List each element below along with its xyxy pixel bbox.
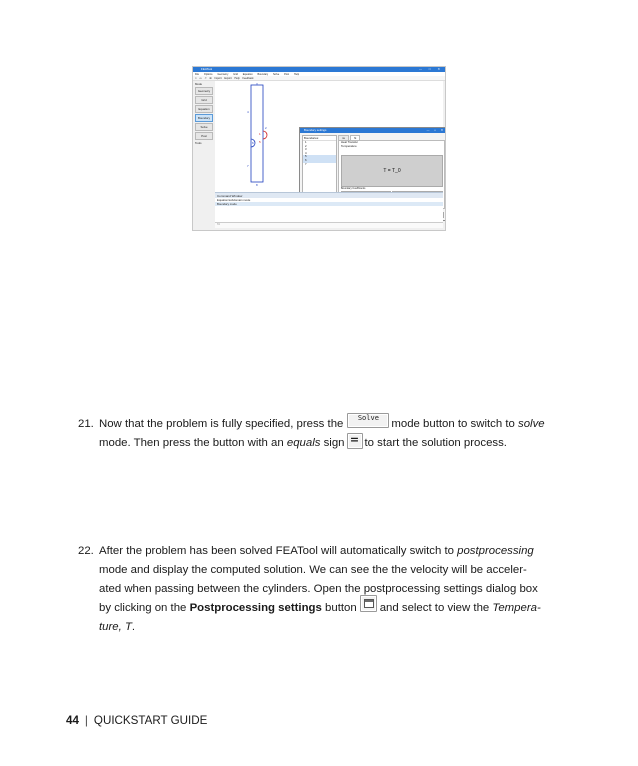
boundary-list-item: 6 (303, 159, 336, 163)
menu-item: File (195, 73, 200, 76)
boundary-list-item: 3 (305, 147, 307, 152)
step-21-text-3: mode. Then press the button with an (99, 437, 284, 449)
postprocessing-settings-icon (360, 595, 377, 612)
step-22-text-6: and select to view the (379, 602, 490, 614)
boundary-number: 3 (256, 82, 258, 86)
toolbar-item: ▭ (199, 77, 202, 80)
boundary-list-item: 4 (305, 150, 307, 155)
boundary-number: 5 (259, 140, 261, 144)
step-22-text-2: mode and display the computed solution. We can see the the velocity will be acceler- (99, 564, 527, 576)
mode-panel (194, 82, 214, 146)
step-22-text-5: button (325, 602, 357, 614)
boundary-list-item: 7 (305, 161, 307, 166)
step-21-text-1: Now that the problem is fully specified, press the (99, 418, 344, 430)
mode-button-boundary: Boundary (195, 114, 213, 122)
step-22-text-1: After the problem has been solved FEATool will automatically switch to (99, 545, 454, 557)
toolbar-item: ⊞ (209, 77, 212, 80)
postprocessing-emphasis: postprocessing (457, 545, 534, 557)
window-controls: — □ ✕ (419, 67, 443, 71)
boundary-number: 1 (259, 132, 261, 136)
tab-ht: ht (350, 135, 360, 141)
temperature-emphasis-2: ture, T (99, 621, 132, 633)
step-22-text-3: ated when passing between the cylinders. Open the postprocessing settings dialog box (99, 583, 538, 595)
menu-item: Geometry (217, 73, 229, 76)
menu-item: Equation (242, 73, 253, 76)
step-21-text-4: sign (323, 437, 345, 449)
toolbar-item: ⊂ (204, 77, 207, 80)
command-window-header: Command Window (215, 192, 443, 198)
boundary-number: 7 (247, 164, 249, 168)
menu-item: Boundary (257, 73, 269, 76)
tab-ns: ns (338, 135, 349, 141)
equals-button-icon: = (347, 433, 363, 449)
step-22-text (78, 542, 578, 637)
command-line: Equation/subdomain mode (217, 198, 251, 202)
boundary-number: 6 (252, 141, 254, 145)
toolbar-item: Help (234, 77, 240, 80)
boundary-list-header: Boundaries: (303, 136, 336, 141)
menu-item: Post (284, 73, 290, 76)
boundary-number: 4 (247, 110, 249, 114)
channel-outline (251, 85, 263, 182)
solve-mode-button: Solve (347, 413, 389, 428)
boundary-condition: Temperature (341, 143, 357, 148)
mode-button-post: Post (195, 132, 213, 140)
physics-name: Heat Transfer (341, 140, 358, 144)
step-21-text-5: to start the solution process. (364, 437, 507, 449)
bc-equation: T = T_0 (341, 155, 443, 187)
mode-button-solve: Solve (195, 123, 213, 131)
dialog-titlebar (300, 128, 446, 133)
coef-header: Boundary Coefficients (341, 187, 366, 190)
dialog-title: Boundary settings (304, 128, 327, 132)
menu-item: Solve (273, 73, 280, 76)
menu-item: Options (203, 73, 213, 76)
page-number: 44 (66, 714, 79, 727)
settings-window-icon (364, 599, 374, 608)
temperature-emphasis: Tempera- (492, 602, 541, 614)
boundary-number: 2 (265, 126, 267, 130)
step-21-text-2: mode button to switch to (391, 418, 515, 430)
toolbar-item: □ (195, 77, 197, 80)
step-22-text-4: by clicking on the (99, 602, 187, 614)
step-22 (78, 542, 578, 637)
toolbar-item: Import (214, 77, 222, 80)
mode-button-grid: Grid (195, 96, 213, 104)
app-title: FEATool (201, 67, 213, 71)
menu-item: Grid (233, 73, 238, 76)
command-prompt: >> (215, 222, 443, 228)
featool-screenshot (192, 66, 446, 231)
cylinder-boundary-right (263, 131, 267, 139)
geometry-canvas (215, 81, 443, 201)
page-footer (66, 714, 207, 727)
footer-title: QUICKSTART GUIDE (93, 714, 208, 727)
command-line: Boundary mode (215, 202, 443, 206)
mode-button-geometry: Geometry (195, 87, 213, 95)
dialog-window-controls: — □ ✕ (426, 128, 445, 132)
postprocessing-settings-bold: Postprocessing settings (189, 602, 322, 614)
menu-item: Help (293, 73, 300, 76)
step-21-text (78, 415, 578, 453)
step-number: 22. (78, 545, 94, 557)
step-number: 21. (78, 418, 94, 430)
boundary-number: 8 (256, 183, 258, 187)
mode-label: Mode (195, 82, 202, 86)
footer-separator: | (84, 714, 88, 727)
tools-label: Tools (195, 141, 202, 145)
boundary-list-item: 1 (305, 140, 307, 144)
command-window (215, 198, 443, 222)
toolbar-item: Feedback (242, 77, 254, 80)
toolbar-item: Export (224, 77, 232, 80)
step-22-period: . (131, 621, 136, 633)
boundary-list-item: 2 (305, 143, 307, 148)
mode-button-equation: Equation (195, 105, 213, 113)
step-21 (78, 415, 578, 453)
solve-emphasis: solve (518, 418, 545, 430)
boundary-list-item: 5 (303, 155, 336, 159)
equals-emphasis: equals (286, 437, 321, 449)
